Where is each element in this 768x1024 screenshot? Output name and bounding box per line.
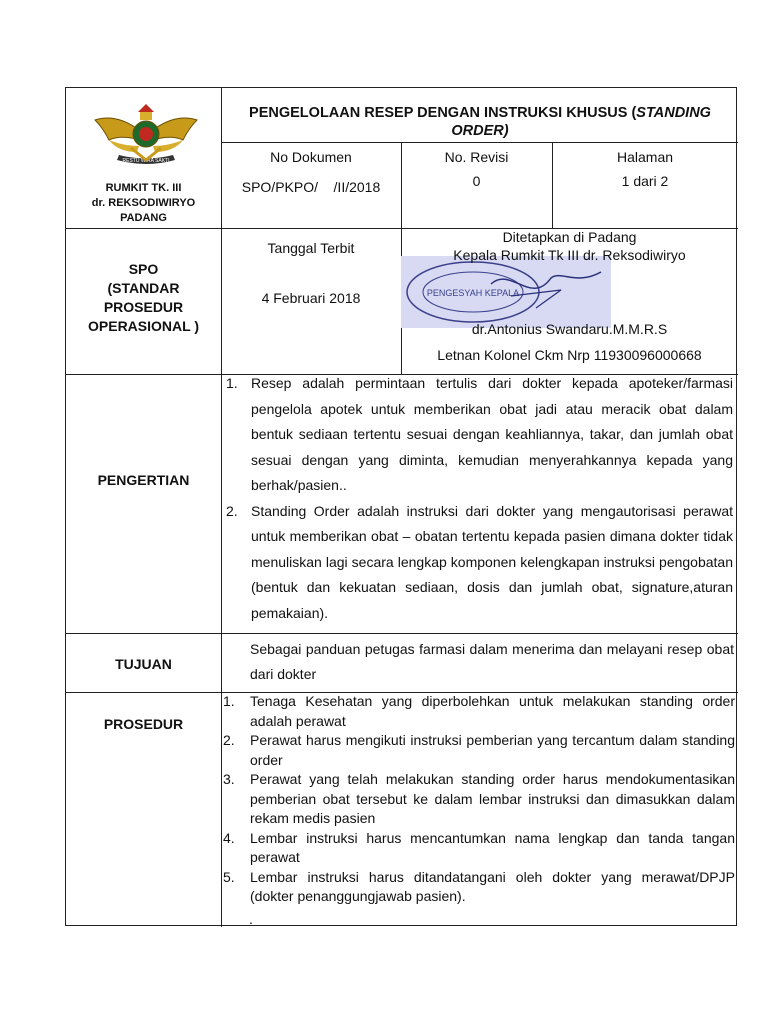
no-revisi-value: 0 xyxy=(472,173,481,189)
no-dokumen-value: SPO/PKPO/ /II/2018 xyxy=(241,179,381,195)
list-item xyxy=(223,499,733,627)
title-divider xyxy=(221,142,738,143)
list-item xyxy=(223,829,735,868)
row-divider xyxy=(66,633,738,634)
column-divider xyxy=(221,88,222,927)
spo-document xyxy=(65,87,737,926)
list-number: 1. xyxy=(223,693,235,709)
rumkit-logo xyxy=(91,102,201,174)
kepala-text: Kepala Rumkit Tk III dr. Reksodiwiryo xyxy=(453,247,686,263)
pengertian-label: PENGERTIAN xyxy=(97,472,190,488)
list-item xyxy=(223,371,733,499)
title-main: PENGELOLAAN RESEP DENGAN INSTRUKSI KHUSUS ( xyxy=(249,105,637,121)
list-item xyxy=(223,868,735,907)
hospital-line: PADANG xyxy=(120,212,167,224)
list-item xyxy=(223,692,735,731)
ditetapkan-text: Ditetapkan di Padang xyxy=(502,229,637,245)
signer-rank: Letnan Kolonel Ckm Nrp 11930096000668 xyxy=(437,347,702,363)
tanggal-terbit-label: Tanggal Terbit xyxy=(267,240,355,256)
spo-label-line: OPERASIONAL ) xyxy=(88,318,199,334)
spo-label xyxy=(66,260,221,336)
list-number: 5. xyxy=(223,868,235,885)
tujuan-text: Sebagai panduan petugas farmasi dalam menerima dan melayani resep obat dari dokter xyxy=(250,641,734,682)
list-number: 2. xyxy=(226,502,238,519)
halaman-value: 1 dari 2 xyxy=(621,173,669,189)
spo-label-line: (STANDAR xyxy=(107,280,180,296)
list-item xyxy=(223,770,735,829)
list-text: Lembar instruksi harus ditandatangani oleh dokter yang merawat/DPJP (dokter penanggungjawab pasien). xyxy=(250,868,735,904)
title-italic: STANDING ORDER) xyxy=(451,105,711,139)
prosedur-label: PROSEDUR xyxy=(103,716,184,732)
pengertian-list xyxy=(223,371,733,626)
list-text: Resep adalah permintaan tertulis dari dokter kepada apoteker/farmasi pengelola apotek untuk memberikan obat jadi atau meracik obat dalam bentuk sediaan tertentu sesuai dengan keahliannya, takar, dan jumlah obat sesuai dengan yang diminta, kemudian menyerahkannya kepada yang berhak/pasien.. xyxy=(251,375,733,493)
list-text: Standing Order adalah instruksi dari dokter yang mengautorisasi perawat untuk memberikan obat – obatan tertentu kepada pasien dimana dokter tidak menuliskan lagi secara lengkap komponen kelengkapan instruksi pengobatan (bentuk dan kekuatan sediaan, dosis dan jumlah obat, signature,aturan pemakaian). xyxy=(251,502,733,621)
hospital-line: RUMKIT TK. III xyxy=(105,182,182,194)
list-number: 1. xyxy=(226,375,238,391)
stamp-text: PENGESYAH KEPALA xyxy=(426,288,520,298)
list-text: Tenaga Kesehatan yang diperbolehkan untuk melakukan standing order adalah perawat xyxy=(250,693,735,729)
list-text: Lembar instruksi harus mencantumkan nama lengkap dan tanda tangan perawat xyxy=(250,829,735,865)
document-title xyxy=(226,104,734,140)
tanggal-terbit-value: 4 Februari 2018 xyxy=(261,290,361,306)
list-item xyxy=(223,731,735,770)
hospital-name xyxy=(66,181,221,226)
list-number: 3. xyxy=(223,771,235,787)
prosedur-list xyxy=(223,692,735,907)
spo-label-line: PROSEDUR xyxy=(103,299,184,315)
tujuan-label: TUJUAN xyxy=(115,656,172,672)
list-text: Perawat harus mengikuti instruksi pemberian yang tercantum dalam standing order xyxy=(250,732,735,768)
list-number: 4. xyxy=(223,829,235,846)
signer-name: dr.Antonius Swandaru.M.M.R.S xyxy=(471,321,668,337)
spo-label-line: SPO xyxy=(128,261,159,277)
no-revisi-label: No. Revisi xyxy=(444,149,509,165)
logo-motto: RESTU WIRA SAKTI xyxy=(122,158,170,164)
trailing-dot: . xyxy=(249,911,253,927)
hospital-line: dr. REKSODIWIRYO xyxy=(91,197,196,209)
list-text: Perawat yang telah melakukan standing order harus mendokumentasikan pemberian obat tersebut ke dalam lembar instruksi dan dimasukkan dalam rekam medis pasien xyxy=(250,771,735,826)
list-number: 2. xyxy=(223,732,235,748)
no-dokumen-label: No Dokumen xyxy=(270,149,352,165)
halaman-label: Halaman xyxy=(616,149,674,165)
